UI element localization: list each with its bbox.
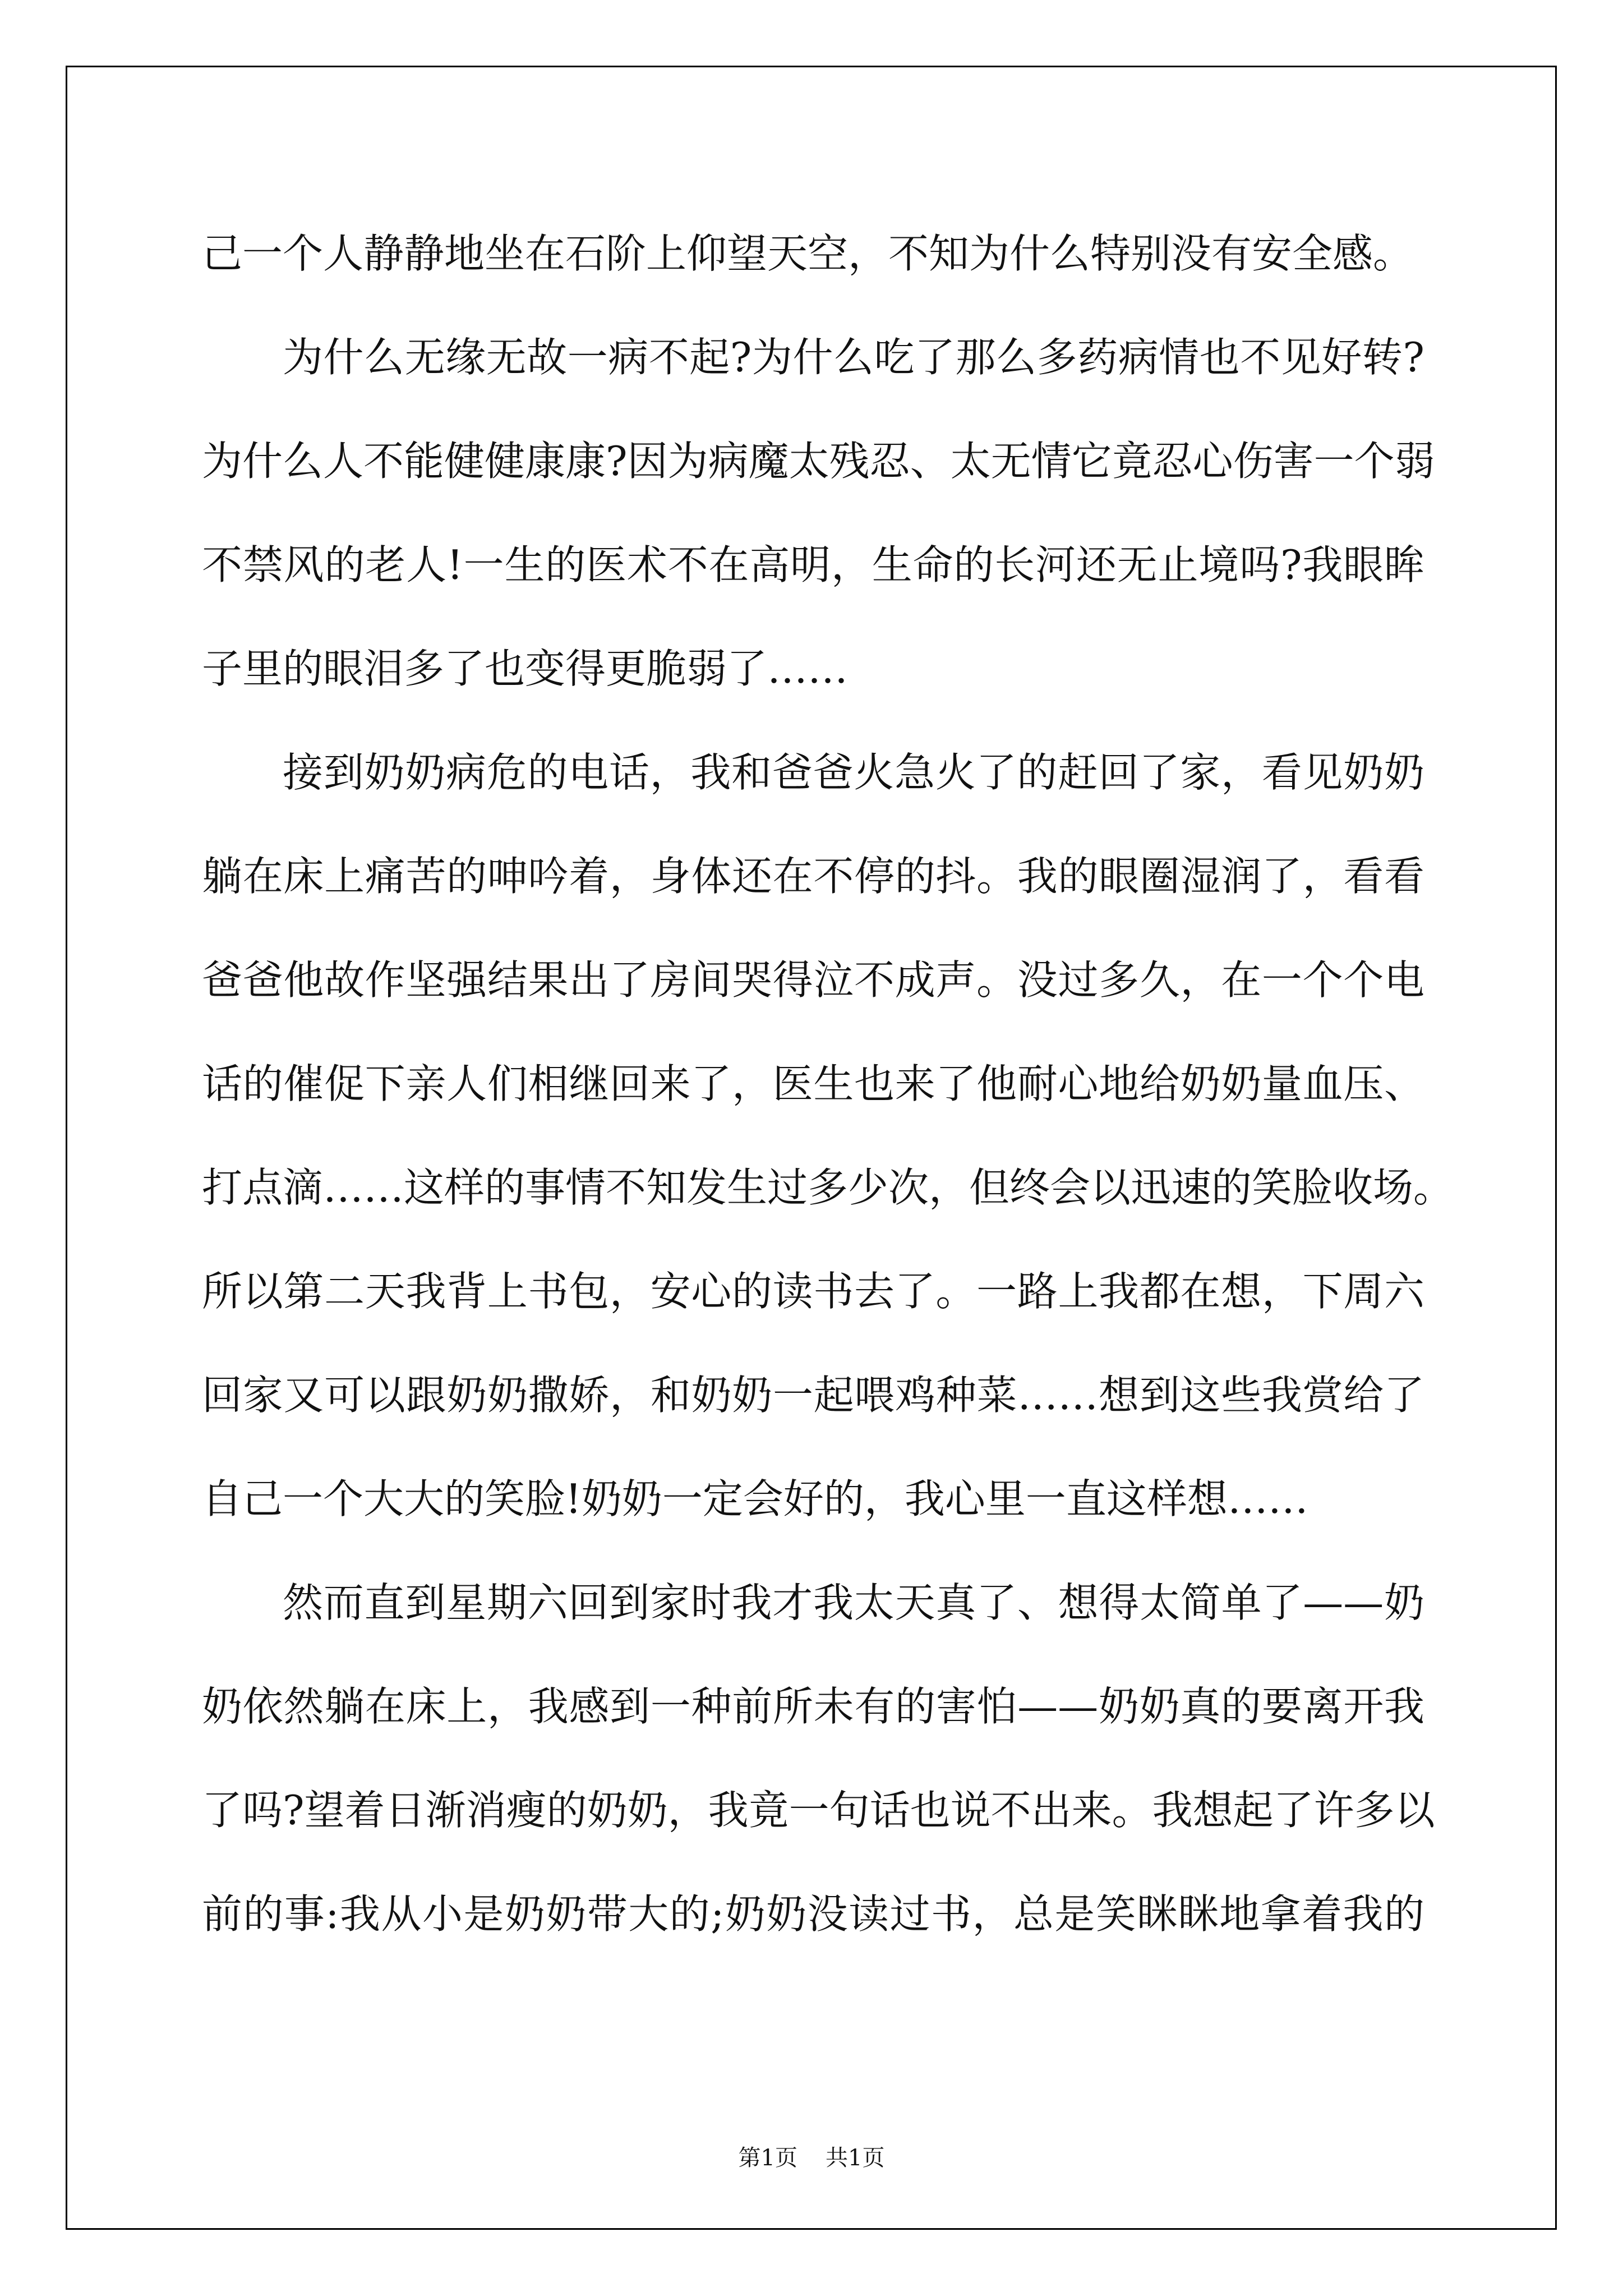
document-body	[202, 202, 1454, 1966]
text-line: 己一个人静静地坐在石阶上仰望天空，不知为什么特别没有安全感。	[202, 230, 1414, 277]
page-number: 第1页	[738, 2145, 797, 2171]
text-line: 回家又可以跟奶奶撒娇，和奶奶一起喂鸡种菜……想到这些我赏给了	[202, 1372, 1424, 1419]
page-footer	[0, 2140, 1623, 2172]
text-line: 打点滴……这样的事情不知发生过多少次，但终会以迅速的笑脸收场。	[202, 1164, 1454, 1211]
text-line: 爸爸他故作坚强结果出了房间哭得泣不成声。没过多久，在一个个电	[202, 956, 1424, 1004]
text-line: 所以第二天我背上书包，安心的读书去了。一路上我都在想，下周六	[202, 1268, 1424, 1315]
text-line: 为什么无缘无故一病不起?为什么吃了那么多药病情也不见好转?	[283, 334, 1424, 381]
page-total: 共1页	[826, 2145, 885, 2171]
text-line: 了吗?望着日渐消瘦的奶奶，我竟一句话也说不出来。我想起了许多以	[202, 1787, 1435, 1834]
text-line: 子里的眼泪多了也变得更脆弱了……	[202, 645, 849, 692]
text-line: 话的催促下亲人们相继回来了，医生也来了他耐心地给奶奶量血压、	[202, 1060, 1424, 1107]
text-line: 前的事:我从小是奶奶带大的;奶奶没读过书，总是笑眯眯地拿着我的	[202, 1890, 1424, 1938]
text-line: 为什么人不能健健康康?因为病魔太残忍、太无情它竟忍心伤害一个弱	[202, 438, 1435, 485]
text-line: 接到奶奶病危的电话，我和爸爸火急火了的赶回了家，看见奶奶	[283, 749, 1424, 796]
text-line: 然而直到星期六回到家时我才我太天真了、想得太简单了——奶	[283, 1579, 1424, 1626]
text-line: 自己一个大大的笑脸!奶奶一定会好的，我心里一直这样想……	[202, 1475, 1308, 1522]
text-line: 奶依然躺在床上，我感到一种前所未有的害怕——奶奶真的要离开我	[202, 1683, 1424, 1730]
text-line: 不禁风的老人!一生的医术不在高明，生命的长河还无止境吗?我眼眸	[202, 541, 1424, 588]
text-line: 躺在床上痛苦的呻吟着，身体还在不停的抖。我的眼圈湿润了，看看	[202, 853, 1424, 900]
